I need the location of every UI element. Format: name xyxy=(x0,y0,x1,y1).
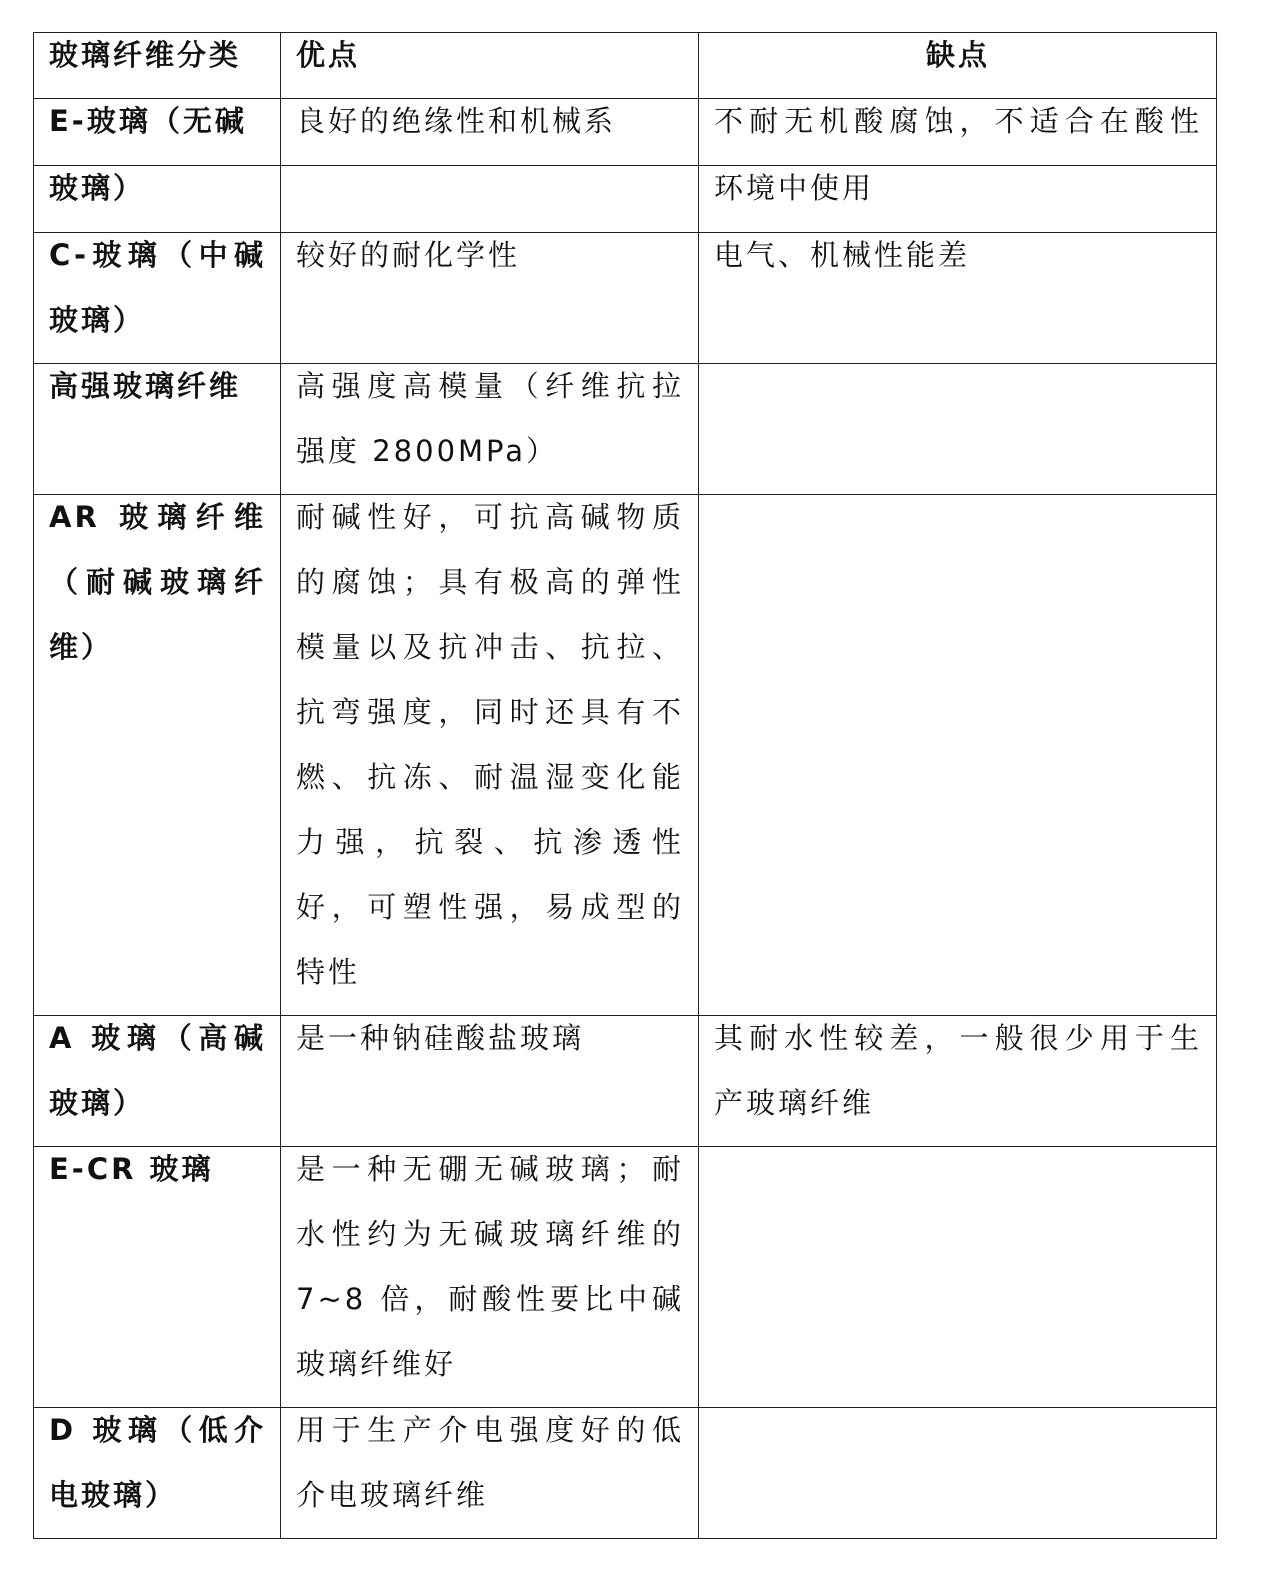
header-pros-text: 优点 xyxy=(296,38,361,72)
cons-cell xyxy=(699,1408,1217,1539)
header-category-text: 玻璃纤维分类 xyxy=(49,38,242,72)
header-cons-text: 缺点 xyxy=(925,38,990,72)
pros-cell xyxy=(281,1408,699,1539)
glass-fiber-table xyxy=(33,32,1217,1539)
category-cell-line: AR 玻璃纤维 xyxy=(49,500,266,534)
pros-cell xyxy=(281,99,699,166)
pros-cell-line: 燃、抗冻、耐温湿变化能 xyxy=(296,760,684,794)
pros-cell-line: 的腐蚀；具有极高的弹性 xyxy=(296,565,684,599)
category-cell xyxy=(34,233,281,364)
cons-cell-line: 产玻璃纤维 xyxy=(714,1086,875,1120)
pros-cell-line: 7~8 倍，耐酸性要比中碱 xyxy=(296,1282,684,1316)
pros-cell-line: 高强度高模量（纤维抗拉 xyxy=(296,369,684,403)
category-cell-line: 维） xyxy=(49,630,114,664)
table-row xyxy=(34,364,1217,495)
category-cell-line: D 玻璃（低介 xyxy=(49,1413,266,1447)
cons-cell xyxy=(699,99,1217,166)
category-cell-line: C-玻璃（中碱 xyxy=(49,238,266,272)
pros-cell xyxy=(281,1016,699,1147)
pros-cell-line: 介电玻璃纤维 xyxy=(296,1478,489,1512)
table-row xyxy=(34,1147,1217,1408)
cons-cell xyxy=(699,166,1217,233)
category-cell xyxy=(34,1408,281,1539)
header-pros xyxy=(281,33,699,99)
category-cell-line: 高强玻璃纤维 xyxy=(49,369,242,403)
pros-cell xyxy=(281,233,699,364)
table-row xyxy=(34,99,1217,166)
cons-cell-line: 其耐水性较差，一般很少用于生 xyxy=(714,1021,1202,1055)
header-category xyxy=(34,33,281,99)
pros-cell-line: 耐碱性好，可抗高碱物质 xyxy=(296,500,684,534)
pros-cell-line: 玻璃纤维好 xyxy=(296,1347,457,1381)
pros-cell-line: 是一种无硼无碱玻璃；耐 xyxy=(296,1152,684,1186)
pros-cell-line: 抗弯强度，同时还具有不 xyxy=(296,695,684,729)
pros-cell-line: 是一种钠硅酸盐玻璃 xyxy=(296,1021,585,1055)
table-row xyxy=(34,495,1217,1016)
category-cell-line: E-玻璃（无碱 xyxy=(49,104,247,138)
pros-cell-line: 特性 xyxy=(296,955,361,989)
pros-cell xyxy=(281,364,699,495)
category-cell xyxy=(34,1016,281,1147)
category-cell-line: 玻璃） xyxy=(49,303,146,337)
pros-cell-line: 水性约为无碱玻璃纤维的 xyxy=(296,1217,684,1251)
pros-cell-line: 良好的绝缘性和机械系 xyxy=(296,104,617,138)
pros-cell-line: 好，可塑性强，易成型的 xyxy=(296,890,684,924)
pros-cell xyxy=(281,495,699,1016)
table-row xyxy=(34,233,1217,364)
cons-cell xyxy=(699,233,1217,364)
pros-cell-line: 较好的耐化学性 xyxy=(296,238,521,272)
category-cell xyxy=(34,495,281,1016)
category-cell-line: 玻璃） xyxy=(49,171,146,205)
table-row xyxy=(34,1408,1217,1539)
pros-cell xyxy=(281,166,699,233)
cons-cell xyxy=(699,364,1217,495)
table-header-row xyxy=(34,33,1217,99)
pros-cell-line: 力强，抗裂、抗渗透性 xyxy=(296,825,684,859)
category-cell xyxy=(34,1147,281,1408)
category-cell-line: 电玻璃） xyxy=(49,1478,178,1512)
category-cell-line: 玻璃） xyxy=(49,1086,146,1120)
cons-cell xyxy=(699,1016,1217,1147)
category-cell xyxy=(34,364,281,495)
category-cell-line: E-CR 玻璃 xyxy=(49,1152,214,1186)
pros-cell-line: 用于生产介电强度好的低 xyxy=(296,1413,684,1447)
category-cell-line: A 玻璃（高碱 xyxy=(49,1021,266,1055)
category-cell-line: （耐碱玻璃纤 xyxy=(49,565,266,599)
category-cell xyxy=(34,166,281,233)
cons-cell xyxy=(699,495,1217,1016)
cons-cell xyxy=(699,1147,1217,1408)
pros-cell-line: 强度 2800MPa） xyxy=(296,434,558,468)
pros-cell-line: 模量以及抗冲击、抗拉、 xyxy=(296,630,684,664)
category-cell xyxy=(34,99,281,166)
table-row xyxy=(34,1016,1217,1147)
cons-cell-line: 电气、机械性能差 xyxy=(714,238,971,272)
cons-cell-line: 环境中使用 xyxy=(714,171,875,205)
table-row xyxy=(34,166,1217,233)
header-cons xyxy=(699,33,1217,99)
cons-cell-line: 不耐无机酸腐蚀，不适合在酸性 xyxy=(714,104,1202,138)
pros-cell xyxy=(281,1147,699,1408)
